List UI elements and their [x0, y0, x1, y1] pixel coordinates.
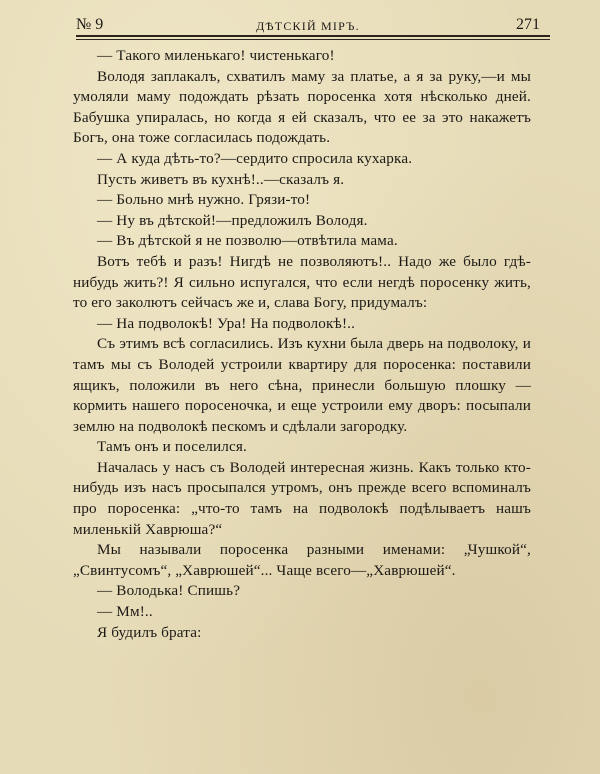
paragraph: Вотъ тебѣ и разъ! Нигдѣ не позволяютъ!.. Надо же было гдѣ-нибудь жить?! Я сильно испугался, что если негдѣ поросенку жить, то его заколютъ сейчасъ же и, слава Богу, придумалъ:	[73, 252, 531, 312]
paragraph: Съ этимъ всѣ согласились. Изъ кухни была дверь на подволоку, и тамъ мы съ Володей устроили квартиру для поросенка: поставили ящикъ, положили въ него сѣна, принесли большую плошку — кормить нашего поросеночка, и еще устроили ему дворъ: посыпали землю на подволокѣ пескомъ и сдѣлали загородку.	[73, 335, 531, 435]
paragraph: — Володька! Спишь?	[97, 582, 241, 600]
paragraph: — Такого миленькаго! чистенькаго!	[97, 47, 335, 64]
journal-title: ДѢТСКІЙ МІРЪ.	[256, 19, 360, 33]
paragraph: Тамъ онъ и поселился.	[97, 438, 247, 456]
paragraph: — Ну въ дѣтской!—предложилъ Володя.	[97, 211, 368, 229]
paragraph: — Мм!..	[97, 603, 153, 621]
body-text	[73, 46, 531, 643]
paragraph: Мы называли поросенка разными именами: „Чушкой“, „Свинтусомъ“, „Хаврюшей“... Чаще всего—„Хаврюшей“.	[73, 541, 531, 579]
paragraph: Я будилъ брата:	[97, 623, 202, 641]
paragraph: — На подволокѣ! Ура! На подволокѣ!..	[97, 314, 356, 332]
paragraph: — Въ дѣтской я не позволю—отвѣтила мама.	[97, 232, 398, 250]
paragraph: — А куда дѣть-то?—сердито спросила кухарка.	[97, 149, 413, 167]
paragraph: Началась у насъ съ Володей интересная жизнь. Какъ только кто-нибудь изъ насъ просыпался утромъ, онъ прежде всего вспоминалъ про поросенка: „что-то тамъ на подволокѣ подѣлываетъ нашъ миленькій Хаврюша?“	[73, 458, 531, 538]
header-rule-thin	[76, 39, 550, 40]
page-number: 271	[516, 16, 540, 33]
paragraph: Пусть живетъ въ кухнѣ!..—сказалъ я.	[97, 170, 345, 188]
header-rule-thick	[76, 35, 550, 37]
paragraph: Володя заплакалъ, схватилъ маму за платье, а я за руку,—и мы умоляли маму подождать рѣзать поросенка хотя нѣсколько дней. Бабушка упиралась, но когда я ей сказалъ, что ее за это накажетъ Богъ, она тоже согласилась подождать.	[73, 67, 531, 147]
paragraph: — Больно мнѣ нужно. Грязи-то!	[97, 191, 311, 209]
issue-number: № 9	[76, 16, 104, 33]
